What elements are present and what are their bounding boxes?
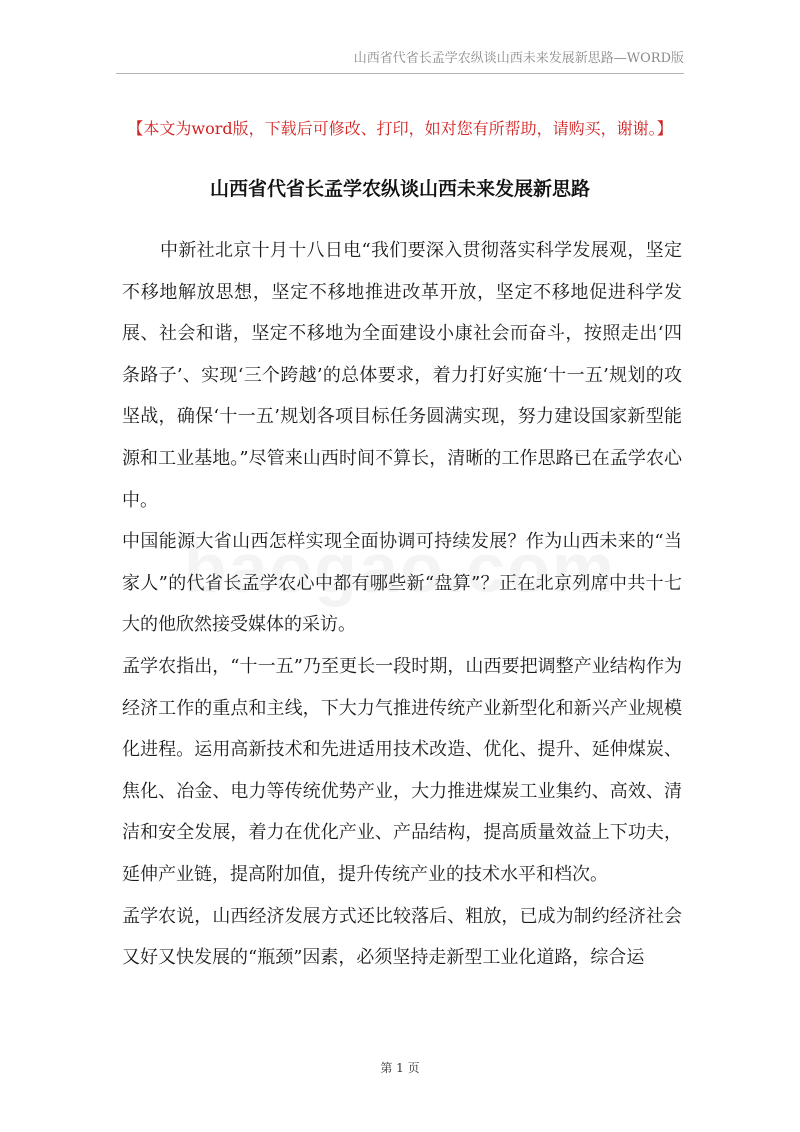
- page-number: 第 1 页: [380, 1061, 420, 1075]
- download-notice: 【本文为word版，下载后可修改、打印，如对您有所帮助，请购买，谢谢。】: [127, 119, 673, 138]
- running-header: 山西省代省长孟学农纵谈山西未来发展新思路—WORD版: [353, 51, 684, 66]
- header-divider: [116, 73, 684, 74]
- paragraph-2: 中国能源大省山西怎样实现全面协调可持续发展？作为山西未来的“当家人”的代省长孟学农心中都有哪些新“盘算”？正在北京列席中共十七大的他欣然接受媒体的采访。: [122, 531, 682, 636]
- paragraph-4: 孟学农说，山西经济发展方式还比较落后、粗放，已成为制约经济社会又好又快发展的“瓶颈”因素，必须坚持走新型工业化道路，综合运: [122, 905, 682, 969]
- paragraph-1: 中新社北京十月十八日电“我们要深入贯彻落实科学发展观，坚定不移地解放思想，坚定不移地推进改革开放，坚定不移地促进科学发展、社会和谐，坚定不移地为全面建设小康社会而奋斗，按照走出‘四条路子’、实现‘三个跨越’的总体要求，着力打好实施‘十一五’规划的攻坚战，确保‘十一五’规划各项目标任务圆满实现，努力建设国家新型能源和工业基地。”尽管来山西时间不算长，清晰的工作思路已在孟学农心中。: [122, 240, 682, 511]
- paragraph-3: 孟学农指出，“十一五”乃至更长一段时期，山西要把调整产业结构作为经济工作的重点和主线，下大力气推进传统产业新型化和新兴产业规模化进程。运用高新技术和先进适用技术改造、优化、提升、延伸煤炭、焦化、冶金、电力等传统优势产业，大力推进煤炭工业集约、高效、清洁和安全发展，着力在优化产业、产品结构，提高质量效益上下功夫，延伸产业链，提高附加值，提升传统产业的技术水平和档次。: [122, 655, 682, 885]
- document-body: [122, 230, 682, 979]
- document-title: 山西省代省长孟学农纵谈山西未来发展新思路: [209, 178, 590, 200]
